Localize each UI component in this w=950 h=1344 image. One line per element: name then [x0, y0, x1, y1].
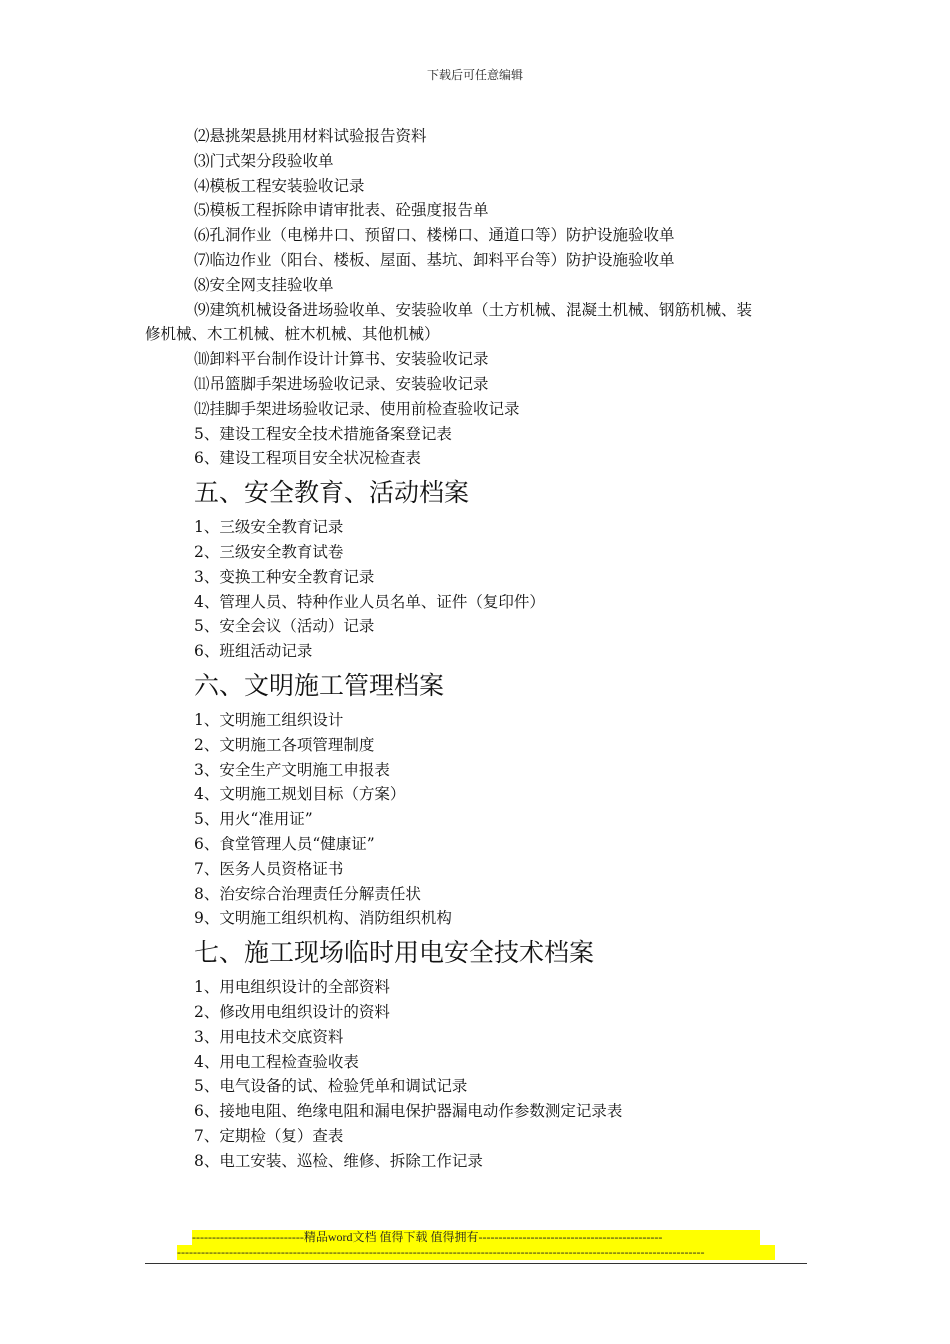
section-heading-education: 五、安全教育、活动档案	[194, 478, 470, 508]
list-item: 1、用电组织设计的全部资料	[194, 978, 390, 997]
section-heading-temporary-electricity: 七、施工现场临时用电安全技术档案	[194, 938, 595, 968]
list-item: ⑾吊篮脚手架进场验收记录、安装验收记录	[194, 374, 489, 393]
list-item: 6、食堂管理人员“健康证”	[194, 834, 375, 853]
list-item: 2、修改用电组织设计的资料	[194, 1002, 390, 1021]
list-item: 6、接地电阻、绝缘电阻和漏电保护器漏电动作参数测定记录表	[194, 1102, 623, 1121]
page-header: 下载后可任意编辑	[426, 68, 523, 82]
list-item: 7、医务人员资格证书	[194, 859, 344, 878]
list-item-wrapped-rest: 修机械、木工机械、桩木机械、其他机械）	[145, 325, 440, 344]
list-item: 6、班组活动记录	[194, 642, 313, 661]
list-item: ⑹孔洞作业（电梯井口、预留口、楼梯口、通道口等）防护设施验收单	[194, 226, 675, 245]
list-item: 5、用火“准用证”	[194, 810, 313, 829]
list-item: 1、三级安全教育记录	[194, 518, 344, 537]
list-item: 5、安全会议（活动）记录	[194, 617, 375, 636]
section6-list	[145, 708, 807, 931]
list-item: 4、管理人员、特种作业人员名单、证件（复印件）	[194, 592, 545, 611]
list-item: 4、用电工程检查验收表	[194, 1052, 359, 1071]
list-item: 8、治安综合治理责任分解责任状	[194, 884, 421, 903]
list-item: ⑶门式架分段验收单	[194, 151, 334, 170]
footer-banner: ----------------------------精品word文档 值得下载 值得拥有----------------------------------------------	[192, 1230, 760, 1245]
section-heading-civilized-construction: 六、文明施工管理档案	[194, 670, 445, 700]
list-item: ⑵悬挑架悬挑用材料试验报告资料	[194, 127, 427, 145]
section4-tail-list	[145, 124, 807, 471]
list-item: 3、用电技术交底资料	[194, 1027, 344, 1046]
footer-dash-line: ------------------------------------------------------------------------------------------------------------------------------------	[177, 1245, 775, 1260]
list-item: 5、建设工程安全技术措施备案登记表	[194, 424, 452, 443]
section7-list	[145, 975, 807, 1173]
list-item: 1、文明施工组织设计	[194, 710, 344, 729]
list-item-wrapped-first: ⑼建筑机械设备进场验收单、安装验收单（土方机械、混凝土机械、钢筋机械、装	[194, 300, 753, 319]
list-item: 6、建设工程项目安全状况检查表	[194, 449, 421, 468]
list-item: ⑿挂脚手架进场验收记录、使用前检查验收记录	[194, 399, 520, 418]
list-item: 3、变换工种安全教育记录	[194, 567, 375, 586]
list-item: 7、定期检（复）查表	[194, 1126, 344, 1145]
list-item: 4、文明施工规划目标（方案）	[194, 785, 406, 804]
list-item: 2、三级安全教育试卷	[194, 542, 344, 561]
list-item: ⑸模板工程拆除申请审批表、砼强度报告单	[194, 201, 489, 220]
list-item: ⑷模板工程安装验收记录	[194, 176, 365, 195]
list-item: ⑺临边作业（阳台、楼板、屋面、基坑、卸料平台等）防护设施验收单	[194, 250, 675, 269]
document-body	[145, 124, 807, 1173]
list-item: 8、电工安装、巡检、维修、拆除工作记录	[194, 1151, 483, 1170]
page-footer	[145, 1230, 807, 1264]
list-item: 2、文明施工各项管理制度	[194, 735, 375, 754]
section5-list	[145, 515, 807, 664]
list-item: ⑻安全网支挂验收单	[194, 275, 334, 294]
list-item: 5、电气设备的试、检验凭单和调试记录	[194, 1077, 468, 1096]
list-item: ⑽卸料平台制作设计计算书、安装验收记录	[194, 350, 489, 369]
footer-rule	[145, 1263, 807, 1264]
list-item: 3、安全生产文明施工申报表	[194, 760, 390, 779]
list-item: 9、文明施工组织机构、消防组织机构	[194, 909, 452, 928]
